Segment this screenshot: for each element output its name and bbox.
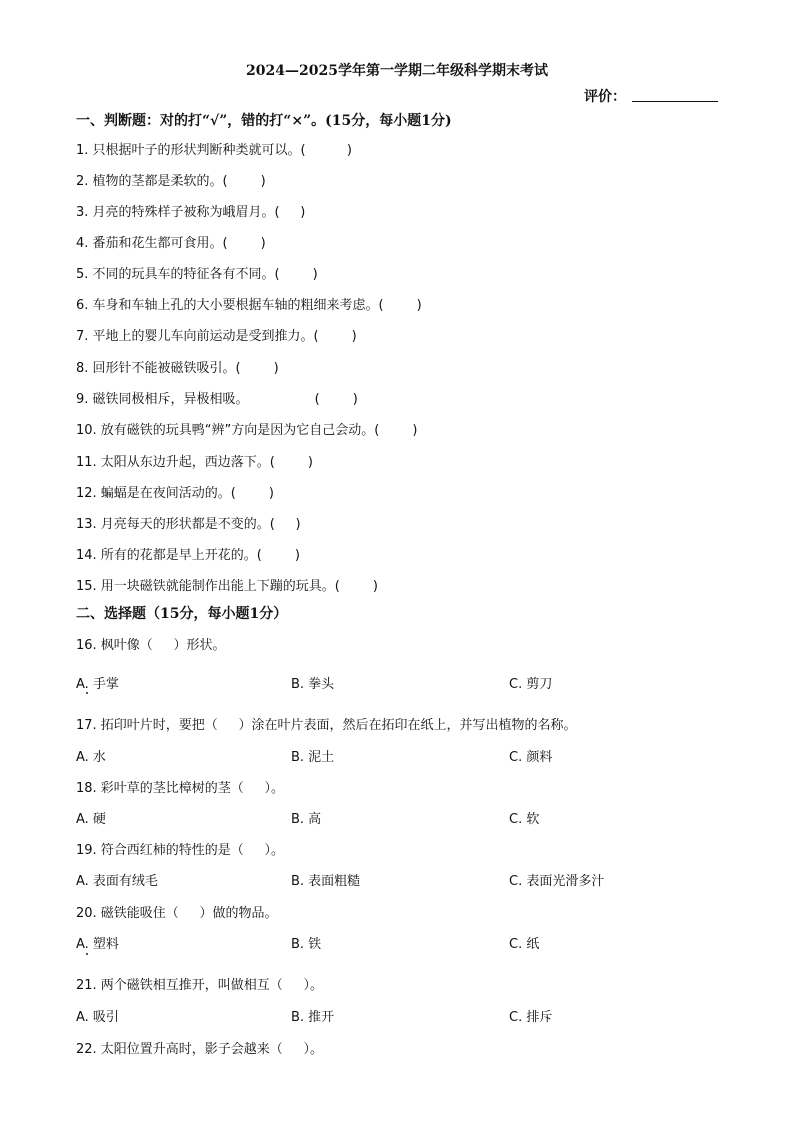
mc-16-option-a[interactable]: A. 手掌 (76, 677, 119, 692)
mc-19-option-c[interactable]: C. 表面光滑多汁 (509, 874, 605, 889)
mc-question-21: 21. 两个磁铁相互推开，叫做相互（ ）。 (76, 978, 323, 993)
tf-question-10: 10. 放有磁铁的玩具鸭“辨”方向是因为它自己会动。( ) (76, 423, 418, 438)
section-2-heading: 二、选择题（15分，每小题1分） (76, 606, 288, 622)
mc-question-16: 16. 枫叶像（ ）形状。 (76, 638, 226, 653)
mc-16-option-c[interactable]: C. 剪刀 (509, 677, 553, 692)
tf-question-3: 3. 月亮的特殊样子被称为峨眉月。( ) (76, 205, 306, 220)
mc-question-20: 20. 磁铁能吸住（ ）做的物品。 (76, 906, 278, 921)
evaluation-blank-line[interactable] (632, 101, 718, 102)
tf-question-4: 4. 番茄和花生都可食用。( ) (76, 236, 266, 251)
mc-18-option-b[interactable]: B. 高 (291, 812, 322, 827)
mc-20-option-b[interactable]: B. 铁 (291, 937, 322, 952)
tf-question-9: 9. 磁铁同极相斥，异极相吸。 ( ) (76, 392, 358, 407)
tf-question-13: 13. 月亮每天的形状都是不变的。( ) (76, 517, 301, 532)
evaluation-label: 评价： (584, 89, 626, 105)
mc-21-option-b[interactable]: B. 推开 (291, 1010, 335, 1025)
tf-question-2: 2. 植物的茎都是柔软的。( ) (76, 174, 266, 189)
tf-question-5: 5. 不同的玩具车的特征各有不同。( ) (76, 267, 318, 282)
decorative-dot (86, 692, 88, 694)
tf-question-12: 12. 蝙蝠是在夜间活动的。( ) (76, 486, 275, 501)
mc-21-option-a[interactable]: A. 吸引 (76, 1010, 119, 1025)
mc-20-option-a[interactable]: A. 塑料 (76, 937, 119, 952)
tf-question-6: 6. 车身和车轴上孔的大小要根据车轴的粗细来考虑。( ) (76, 298, 422, 313)
mc-20-option-c[interactable]: C. 纸 (509, 937, 540, 952)
mc-18-option-a[interactable]: A. 硬 (76, 812, 106, 827)
mc-17-option-a[interactable]: A. 水 (76, 750, 106, 765)
mc-17-option-c[interactable]: C. 颜料 (509, 750, 553, 765)
mc-question-19: 19. 符合西红柿的特性的是（ ）。 (76, 843, 284, 858)
mc-16-option-b[interactable]: B. 拳头 (291, 677, 335, 692)
tf-question-11: 11. 太阳从东边升起，西边落下。( ) (76, 455, 314, 470)
mc-21-option-c[interactable]: C. 排斥 (509, 1010, 553, 1025)
mc-17-option-b[interactable]: B. 泥土 (291, 750, 335, 765)
tf-question-14: 14. 所有的花都是早上开花的。( ) (76, 548, 301, 563)
tf-question-8: 8. 回形针不能被磁铁吸引。( ) (76, 361, 279, 376)
mc-18-option-c[interactable]: C. 软 (509, 812, 540, 827)
mc-question-18: 18. 彩叶草的茎比樟树的茎（ ）。 (76, 781, 284, 796)
mc-19-option-b[interactable]: B. 表面粗糙 (291, 874, 361, 889)
tf-question-7: 7. 平地上的婴儿车向前运动是受到推力。( ) (76, 329, 357, 344)
tf-question-1: 1. 只根据叶子的形状判断种类就可以。( ) (76, 143, 353, 158)
mc-question-22: 22. 太阳位置升高时，影子会越来（ ）。 (76, 1042, 323, 1057)
page-title: 2024—2025学年第一学期二年级科学期末考试 (246, 63, 548, 79)
mc-19-option-a[interactable]: A. 表面有绒毛 (76, 874, 158, 889)
mc-question-17: 17. 拓印叶片时，要把（ ）涂在叶片表面，然后在拓印在纸上，并写出植物的名称。 (76, 718, 577, 733)
tf-question-15: 15. 用一块磁铁就能制作出能上下蹦的玩具。( ) (76, 579, 379, 594)
section-1-heading: 一、判断题：对的打“√”，错的打“×”。(15分，每小题1分) (76, 113, 452, 129)
decorative-dot (86, 953, 88, 955)
